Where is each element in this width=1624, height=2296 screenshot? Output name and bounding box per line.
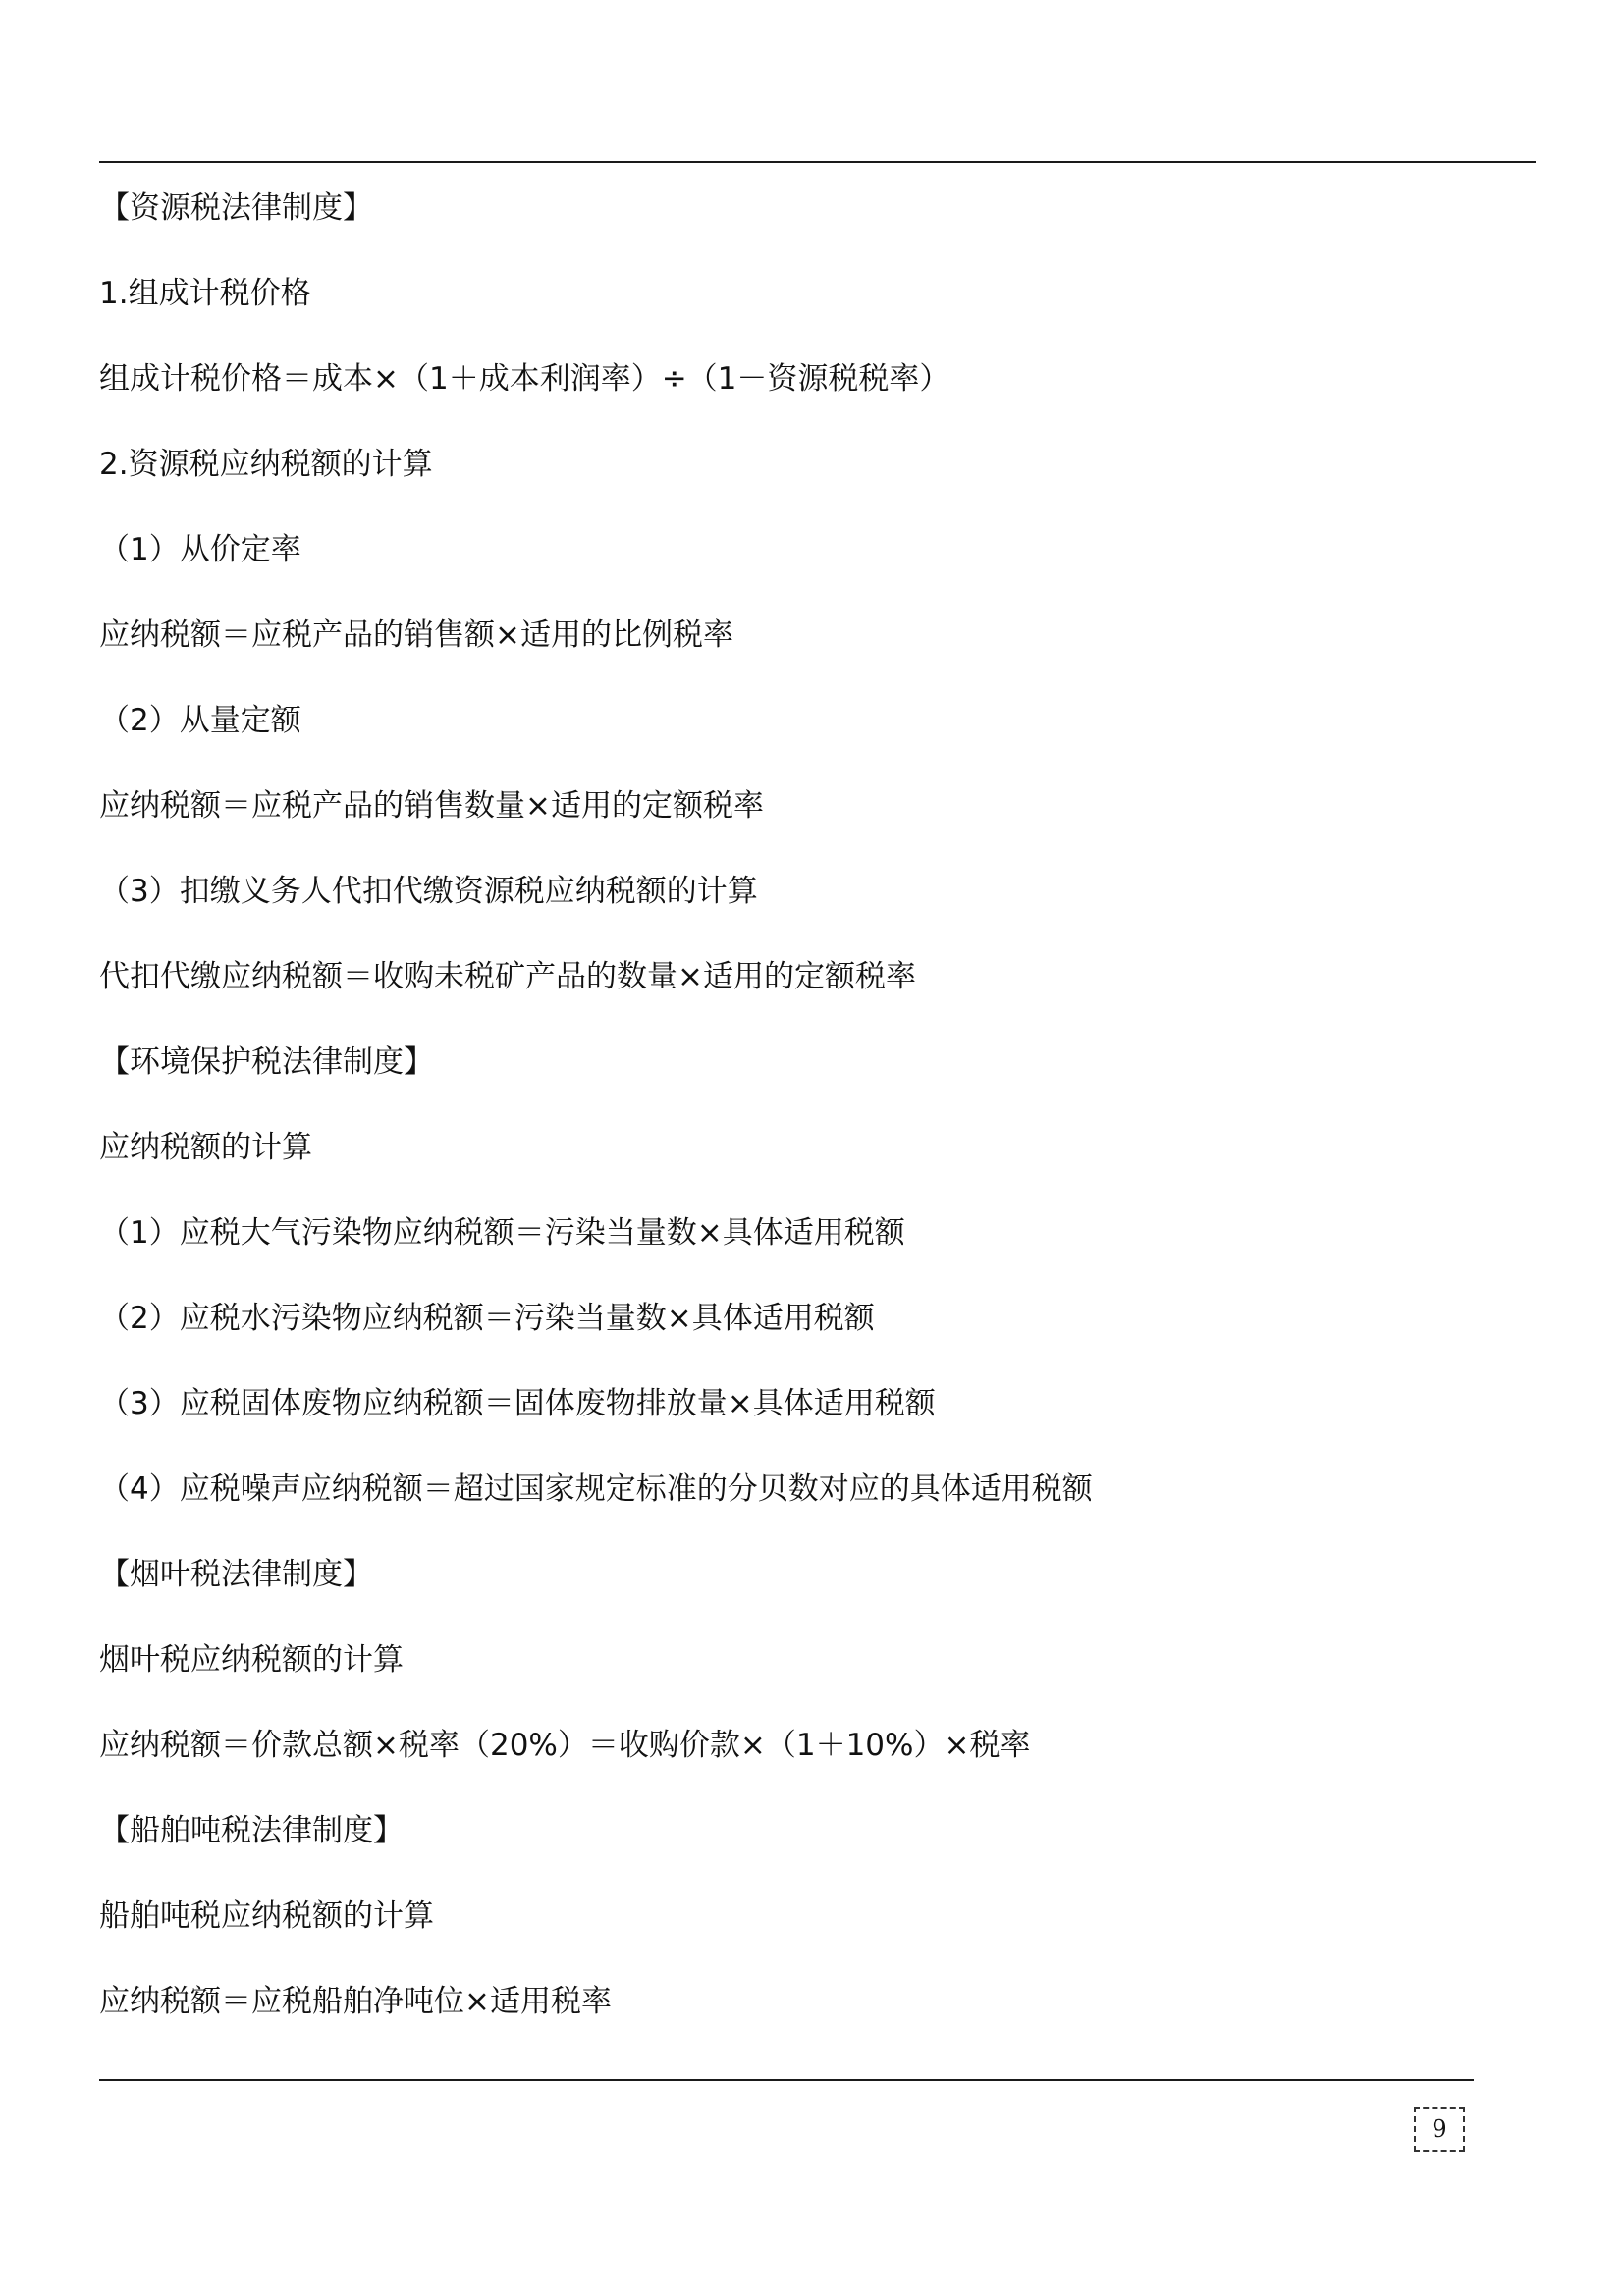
footer-rule bbox=[99, 2079, 1474, 2081]
sub-item-heading: （1）从价定率 bbox=[99, 532, 301, 567]
formula-text: （2）应税水污染物应纳税额＝污染当量数×具体适用税额 bbox=[99, 1301, 875, 1336]
formula-text: 应纳税额＝价款总额×税率（20%）＝收购价款×（1＋10%）×税率 bbox=[99, 1728, 1031, 1763]
item-heading: 烟叶税应纳税额的计算 bbox=[99, 1642, 404, 1678]
item-heading: 应纳税额的计算 bbox=[99, 1130, 312, 1165]
section-heading-resource-tax: 【资源税法律制度】 bbox=[99, 190, 373, 226]
formula-text: 应纳税额＝应税船舶净吨位×适用税率 bbox=[99, 1984, 612, 2019]
formula-text: 组成计税价格＝成本×（1＋成本利润率）÷（1－资源税税率） bbox=[99, 361, 950, 397]
formula-text: （1）应税大气污染物应纳税额＝污染当量数×具体适用税额 bbox=[99, 1215, 905, 1251]
formula-text: 应纳税额＝应税产品的销售额×适用的比例税率 bbox=[99, 617, 733, 653]
section-heading-tobacco-tax: 【烟叶税法律制度】 bbox=[99, 1557, 373, 1592]
section-heading-environmental-tax: 【环境保护税法律制度】 bbox=[99, 1044, 434, 1080]
formula-text: 代扣代缴应纳税额＝收购未税矿产品的数量×适用的定额税率 bbox=[99, 959, 916, 994]
sub-item-heading: （3）扣缴义务人代扣代缴资源税应纳税额的计算 bbox=[99, 874, 758, 909]
item-heading: 1.组成计税价格 bbox=[99, 276, 311, 311]
formula-text: 应纳税额＝应税产品的销售数量×适用的定额税率 bbox=[99, 788, 764, 824]
formula-text: （4）应税噪声应纳税额＝超过国家规定标准的分贝数对应的具体适用税额 bbox=[99, 1471, 1093, 1507]
item-heading: 船舶吨税应纳税额的计算 bbox=[99, 1898, 434, 1934]
header-rule bbox=[99, 161, 1536, 163]
formula-text: （3）应税固体废物应纳税额＝固体废物排放量×具体适用税额 bbox=[99, 1386, 936, 1421]
item-heading: 2.资源税应纳税额的计算 bbox=[99, 447, 433, 482]
page-number: 9 bbox=[1414, 2107, 1465, 2152]
section-heading-vessel-tonnage-tax: 【船舶吨税法律制度】 bbox=[99, 1813, 404, 1848]
sub-item-heading: （2）从量定额 bbox=[99, 703, 301, 738]
